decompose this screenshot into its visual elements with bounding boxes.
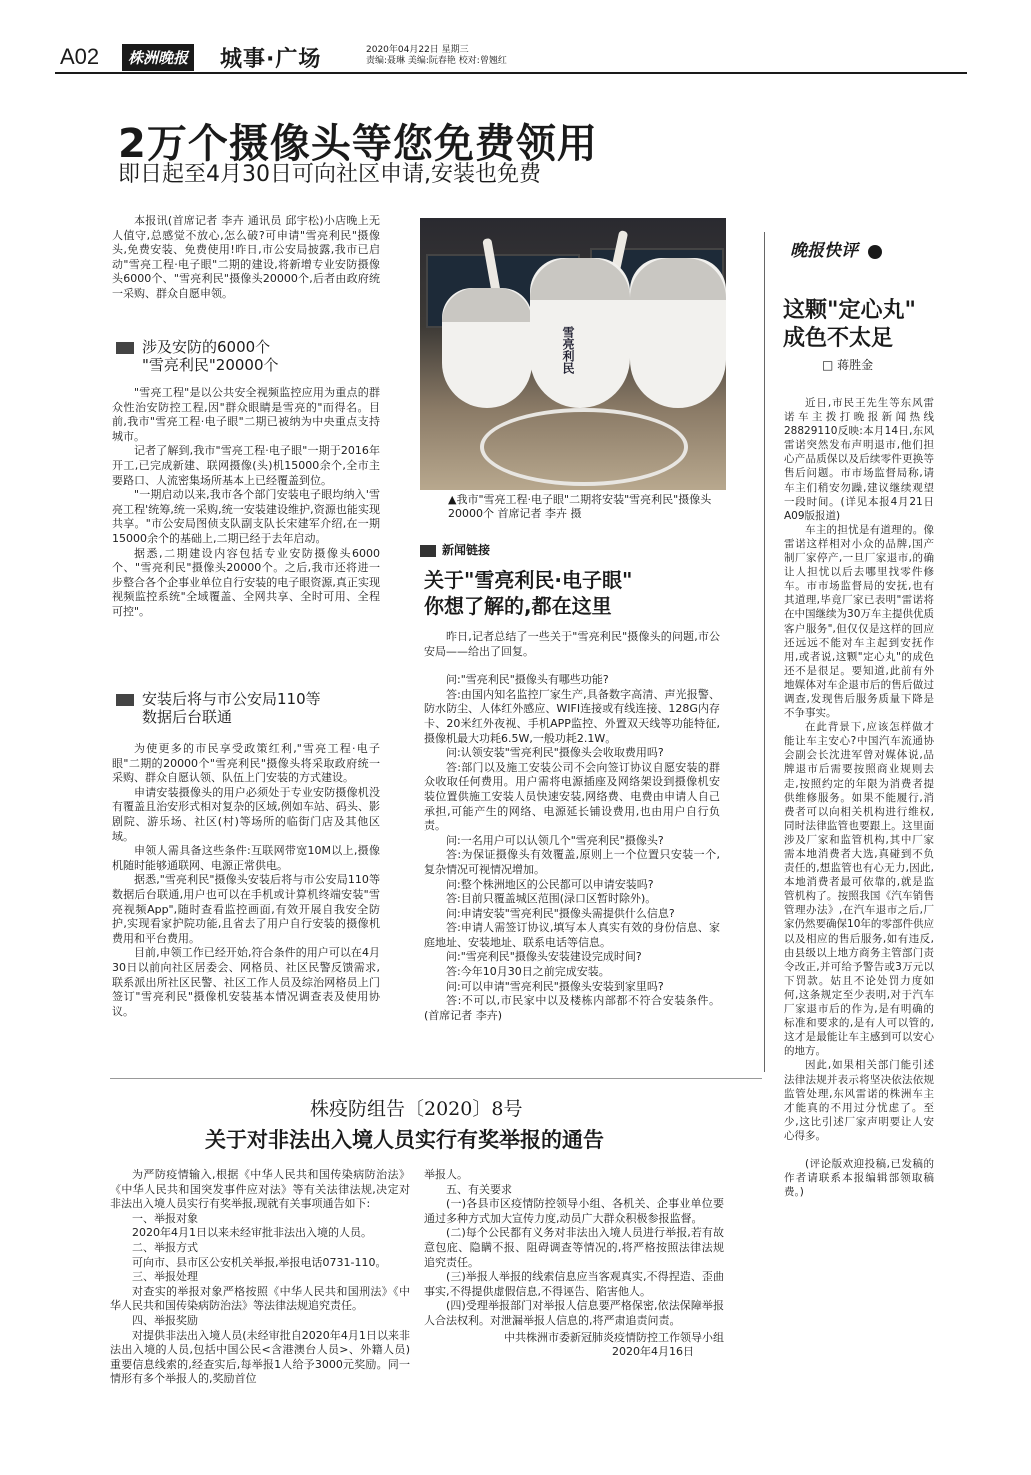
notice-paragraph: (二)每个公民都有义务对非法出入境人员进行举报,若有故意包庇、隐瞒不报、阻碍调查等情况的,将严格按照法律法规追究责任。: [424, 1226, 724, 1269]
notice-paragraph: 四、举报奖励: [132, 1313, 198, 1327]
qa-item: 问:"雪亮利民"摄像头有哪些功能?: [446, 673, 609, 687]
qa-item: 答:为保证摄像头有效覆盖,原则上一个位置只安装一个,复杂情况可视情况增加。: [424, 848, 720, 876]
notice-rule: [110, 1078, 762, 1079]
qa-item: 答:不可以,市民家中以及楼栋内部都不符合安装条件。 (首席记者 李卉): [424, 994, 720, 1022]
section-2-body: [112, 742, 380, 1019]
news-link-title: [424, 567, 632, 619]
notice-number: 株疫防组告〔2020〕8号: [310, 1098, 523, 1120]
notice-right-column: [424, 1168, 724, 1360]
commentary-body: [784, 396, 934, 1199]
notice-paragraph: (一)各县市区疫情防控领导小组、各机关、企事业单位要通过多种方式加大宣传力度,动员广大群众积极参报监督。: [424, 1197, 724, 1225]
qa-item: 问:整个株洲地区的公民都可以申请安装吗?: [446, 877, 654, 891]
news-link-tag: [420, 541, 510, 557]
qa-item: 问:认领安装"雪亮利民"摄像头会收取费用吗?: [446, 746, 664, 760]
paragraph: 据悉,二期建设内容包括专业安防摄像头6000个、"雪亮利民"摄像头20000个。之后,我市还将进一步整合各个企事业单位自行安装的电子眼资源,真正实现视频监控系统"全域覆盖、全网共享、全时可用、全程可控"。: [112, 546, 380, 618]
qa-item: 问:"雪亮利民"摄像头安装建设完成时间?: [446, 950, 642, 964]
qa-item: 答:由国内知名监控厂家生产,具备数字高清、声光报警、防水防尘、人体红外感应、WIFI连接或有线连接、128G内存卡、20米红外夜视、手机APP监控、外置双天线等功能特征,摄像机最大功耗6.5W,一般功耗2.1W。: [424, 687, 720, 745]
subtitle-1-line1: 涉及安防的6000个: [142, 338, 271, 356]
masthead-rule: [55, 72, 967, 74]
notice-paragraph: (三)举报人举报的线索信息应当客观真实,不得捏造、歪曲事实,不得提供虚假信息,不得诬告、陷害他人。: [424, 1270, 724, 1298]
dateline: [366, 45, 507, 67]
article-lead: [112, 214, 380, 302]
notice-paragraph: 2020年4月1日以来未经审批非法出入境的人员。: [132, 1226, 372, 1240]
paragraph: 为使更多的市民享受政策红利,"雪亮工程·电子眼"二期的20000个"雪亮利民"摄像头将采取政府统一采购、群众自愿认领、队伍上门安装的方式建设。: [112, 742, 380, 785]
commentary-badge-icon: [868, 245, 882, 259]
qa-item: 答:目前只覆盖城区范围(渌口区暂时除外)。: [446, 892, 657, 906]
subtitle-1-line2: "雪亮利民"20000个: [142, 356, 279, 374]
camera-cable: [480, 408, 688, 486]
paragraph: "一期启动以来,我市各个部门安装电子眼均纳入'雪亮工程'统筹,统一采购,统一安装建设维护,资源也能实现共享。"市公安局图侦支队副支队长宋建军介绍,在一期15000余个的基础上,二期已经于去年启动。: [112, 488, 380, 545]
notice-paragraph: 五、有关要求: [446, 1182, 512, 1196]
qa-item: 答:申请人需签订协议,填写本人真实有效的身份信息、家庭地址、安装地址、联系电话等信息。: [424, 921, 720, 949]
subtitle-2-line2: 数据后台联通: [142, 708, 233, 726]
qa-item: 问:申请安装"雪亮利民"摄像头需提供什么信息?: [446, 906, 675, 920]
paragraph: 申领人需具备这些条件:互联网带宽10M以上,摄像机随时能够通联网、电源正常供电。: [112, 844, 380, 872]
notice-signature-org: 中共株洲市委新冠肺炎疫情防控工作领导小组: [504, 1330, 724, 1344]
subtitle-2: [116, 690, 384, 726]
camera-left: [442, 288, 532, 408]
commentary-title: [783, 296, 916, 352]
camera-brand-label: 雪亮利民: [561, 325, 575, 374]
subtitle-marker-icon: [116, 694, 134, 706]
subtitle-1: [116, 338, 384, 374]
notice-paragraph: 举报人。: [424, 1168, 468, 1181]
page-number: A02: [60, 44, 100, 69]
paragraph: 因此,如果相关部门能引述法律法规并表示将坚决依法依规监管处理,东风雷诺的株洲车主才能真的不用过分忧虑了。至少,这比引述厂家声明要让人安心得多。: [784, 1059, 934, 1142]
paragraph: "雪亮工程"是以公共安全视频监控应用为重点的群众性治安防控工程,因"群众眼睛是雪亮的"而得名。目前,我市"雪亮工程·电子眼"二期已被纳为中央重点支持城市。: [112, 386, 380, 443]
notice-signature-date: 2020年4月16日: [612, 1345, 694, 1359]
commentary-author: □ 蒋胜金: [822, 358, 874, 372]
notice-paragraph: (四)受理举报部门对举报人信息要严格保密,依法保障举报人合法权利。对泄漏举报人信息的,将严肃追责问责。: [424, 1299, 724, 1327]
notice-paragraph: 对提供非法出入境人员(未经审批自2020年4月1日以来非法出入境的人员,包括中国公民<含港澳台人员>、外籍人员)重要信息线索的,经查实后,每举报1人给予3000元奖励。同一情形有多个举报人的,奖励首位: [110, 1328, 410, 1386]
notice-paragraph: 三、举报处理: [132, 1270, 198, 1284]
commentary-title-line1: 这颗"定心丸": [783, 297, 916, 323]
notice-title: 关于对非法出入境人员实行有奖举报的通告: [205, 1127, 604, 1152]
camera-photo: [420, 218, 726, 490]
qa-item: 问:可以申请"雪亮利民"摄像头安装到家里吗?: [446, 979, 664, 993]
paragraph: 申请安装摄像头的用户必须处于专业安防摄像机没有覆盖且治安形式相对复杂的区域,例如车站、码头、影剧院、游乐场、社区(村)等场所的临街门店及其他区域。: [112, 785, 380, 843]
photo-caption: ▲我市"雪亮工程·电子眼"二期将安装"雪亮利民"摄像头20000个 首席记者 李卉 摄: [448, 493, 712, 520]
issue-date: 2020年04月22日 星期三: [366, 45, 469, 55]
paragraph: (评论版欢迎投稿,已发稿的作者请联系本报编辑部领取稿费。): [784, 1157, 934, 1199]
newspaper-logo: 株洲晚报: [122, 44, 194, 71]
camera-right: [630, 258, 726, 408]
main-headline: 2万个摄像头等您免费领用: [118, 121, 598, 167]
paragraph: 近日,市民王先生等东风雷诺车主拨打晚报新闻热线28829110反映:本月14日,东风雷诺突然发布声明退市,他们担心产品质保以及后续零件更换等售后问题。市市场监督局称,请车主们稍安勿躁,建议继续观望一段时间。(详见本报4月21日A09版报道): [784, 397, 934, 522]
section-1-body: [112, 386, 380, 620]
commentary-title-line2: 成色不太足: [783, 325, 894, 351]
notice-left-column: [110, 1168, 410, 1387]
paragraph: 记者了解到,我市"雪亮工程·电子眼"一期于2016年开工,已完成新建、联网摄像(头)机15000余个,全市主要路口、人流密集场所基本上已经覆盖到位。: [112, 444, 380, 487]
arrow-icon: [420, 545, 436, 557]
qa-item: 问:一名用户可以认领几个"雪亮利民"摄像头?: [446, 833, 664, 847]
news-link-body: [424, 630, 720, 1023]
news-link-title-line1: 关于"雪亮利民·电子眼": [424, 568, 633, 592]
section-title: 城事·广场: [220, 47, 322, 72]
paragraph: 目前,申领工作已经开始,符合条件的用户可以在4月30日以前向社区居委会、网格员、社区民警反馈需求,联系派出所社区民警、社区工作人员及综治网格员上门签订"雪亮利民"摄像机安装基本情况调查表及使用协议。: [112, 946, 380, 1018]
notice-paragraph: 可向市、县市区公安机关举报,举报电话0731-110。: [132, 1255, 387, 1269]
notice-paragraph: 为严防疫情输入,根据《中华人民共和国传染病防治法》《中华人民共和国突发事件应对法》等有关法律法规,决定对非法出入境人员实行有奖举报,现就有关事项通告如下:: [110, 1168, 410, 1211]
commentary-logo-text: 晚报快评: [790, 241, 858, 261]
subtitle-marker-icon: [116, 342, 134, 354]
paragraph: 车主的担忧是有道理的。像雷诺这样相对小众的品牌,国产制厂家停产,一旦厂家退市,的确让人担忧以后去哪里找零件修车。市市场监督局的安抚,也有其道理,毕竟厂家已表明"雷诺将在中国继续为30万车主提供优质客户服务",但仅仅是这样的回应还远远不能对车主起到安抚作用,或者说,这颗"定心丸"的成色还不是很足。要知道,此前有外地媒体对车企退市后的售后做过调查,发现售后服务质量下降是不争事实。: [784, 523, 934, 720]
notice-paragraph: 对查实的举报对象严格按照《中华人民共和国刑法》《中华人民共和国传染病防治法》等法律法规追究责任。: [110, 1284, 410, 1313]
editor-credits: 责编:聂琳 美编:阮春艳 校对:曾翘红: [366, 56, 507, 66]
camera-center: [530, 258, 630, 408]
commentary-logo: [790, 236, 882, 261]
lead-paragraph: 本报讯(首席记者 李卉 通讯员 邱宇松)小店晚上无人值守,总感觉不放心,怎么破?可申请"雪亮利民"摄像头,免费安装、免费使用!昨日,市公安局披露,我市已启动"雪亮工程·电子眼"二期的建设,将新增专业安防摄像头6000个、"雪亮利民"摄像头20000个,后者由政府统一采购、群众自愿申领。: [112, 214, 380, 300]
news-link-title-line2: 你想了解的,都在这里: [424, 594, 612, 618]
news-link-intro: 昨日,记者总结了一些关于"雪亮利民"摄像头的问题,市公安局——给出了回复。: [424, 630, 720, 658]
subtitle-2-line1: 安装后将与市公安局110等: [142, 690, 321, 708]
main-subheadline: 即日起至4月30日可向社区申请,安装也免费: [118, 162, 541, 187]
column-divider: [764, 232, 765, 1072]
news-link-label: 新闻链接: [442, 543, 491, 557]
paragraph: 在此背景下,应该怎样做才能让车主安心?中国汽车流通协会副会长沈进军曾对媒体说,品牌退市后需要按照商业规则去走,按照约定的年限为消费者提供维修服务。如果不能履行,消费者可以向相关机构进行维权,同时法律监管也要跟上。这里面涉及厂家和监管机构,其中厂家需本地消费者大选,真碰到不负责任的,想监管也有心无力,因此,本地消费者最可依靠的,就是监管机构了。按照我国《汽车销售管理办法》,在汽车退市之后,厂家仍然要确保10年的零部件供应以及相应的售后服务,如有违反,由县级以上地方商务主管部门责令改正,并可给予警告或3万元以下罚款。姑且不论处罚力度如何,这条规定至少表明,对于汽车厂家退市后的作为,是有明确的标准和要求的,是有人可以管的,这才是最能让车主感到可以安心的地方。: [784, 721, 934, 1058]
notice-paragraph: 二、举报方式: [132, 1240, 198, 1254]
notice-paragraph: 一、举报对象: [132, 1211, 198, 1225]
qa-item: 答:部门以及施工安装公司不会向签订协议自愿安装的群众收取任何费用。用户需将电源插座及网络架设到摄像机安装位置供施工安装人员快速安装,网络费、电费由申请人自己承担,可能产生的网络、电源延长铺设费用,也由用户自行负责。: [424, 760, 720, 833]
paragraph: 据悉,"雪亮利民"摄像头安装后将与市公安局110等数据后台联通,用户也可以在手机或计算机终端安装"雪亮视频App",随时查看监控画面,有效开展自我安全防护,实现看家护院功能,且省去了用户自行安装的摄像机费用和平台费用。: [112, 873, 380, 945]
qa-item: 答:今年10月30日之前完成安装。: [446, 965, 610, 979]
